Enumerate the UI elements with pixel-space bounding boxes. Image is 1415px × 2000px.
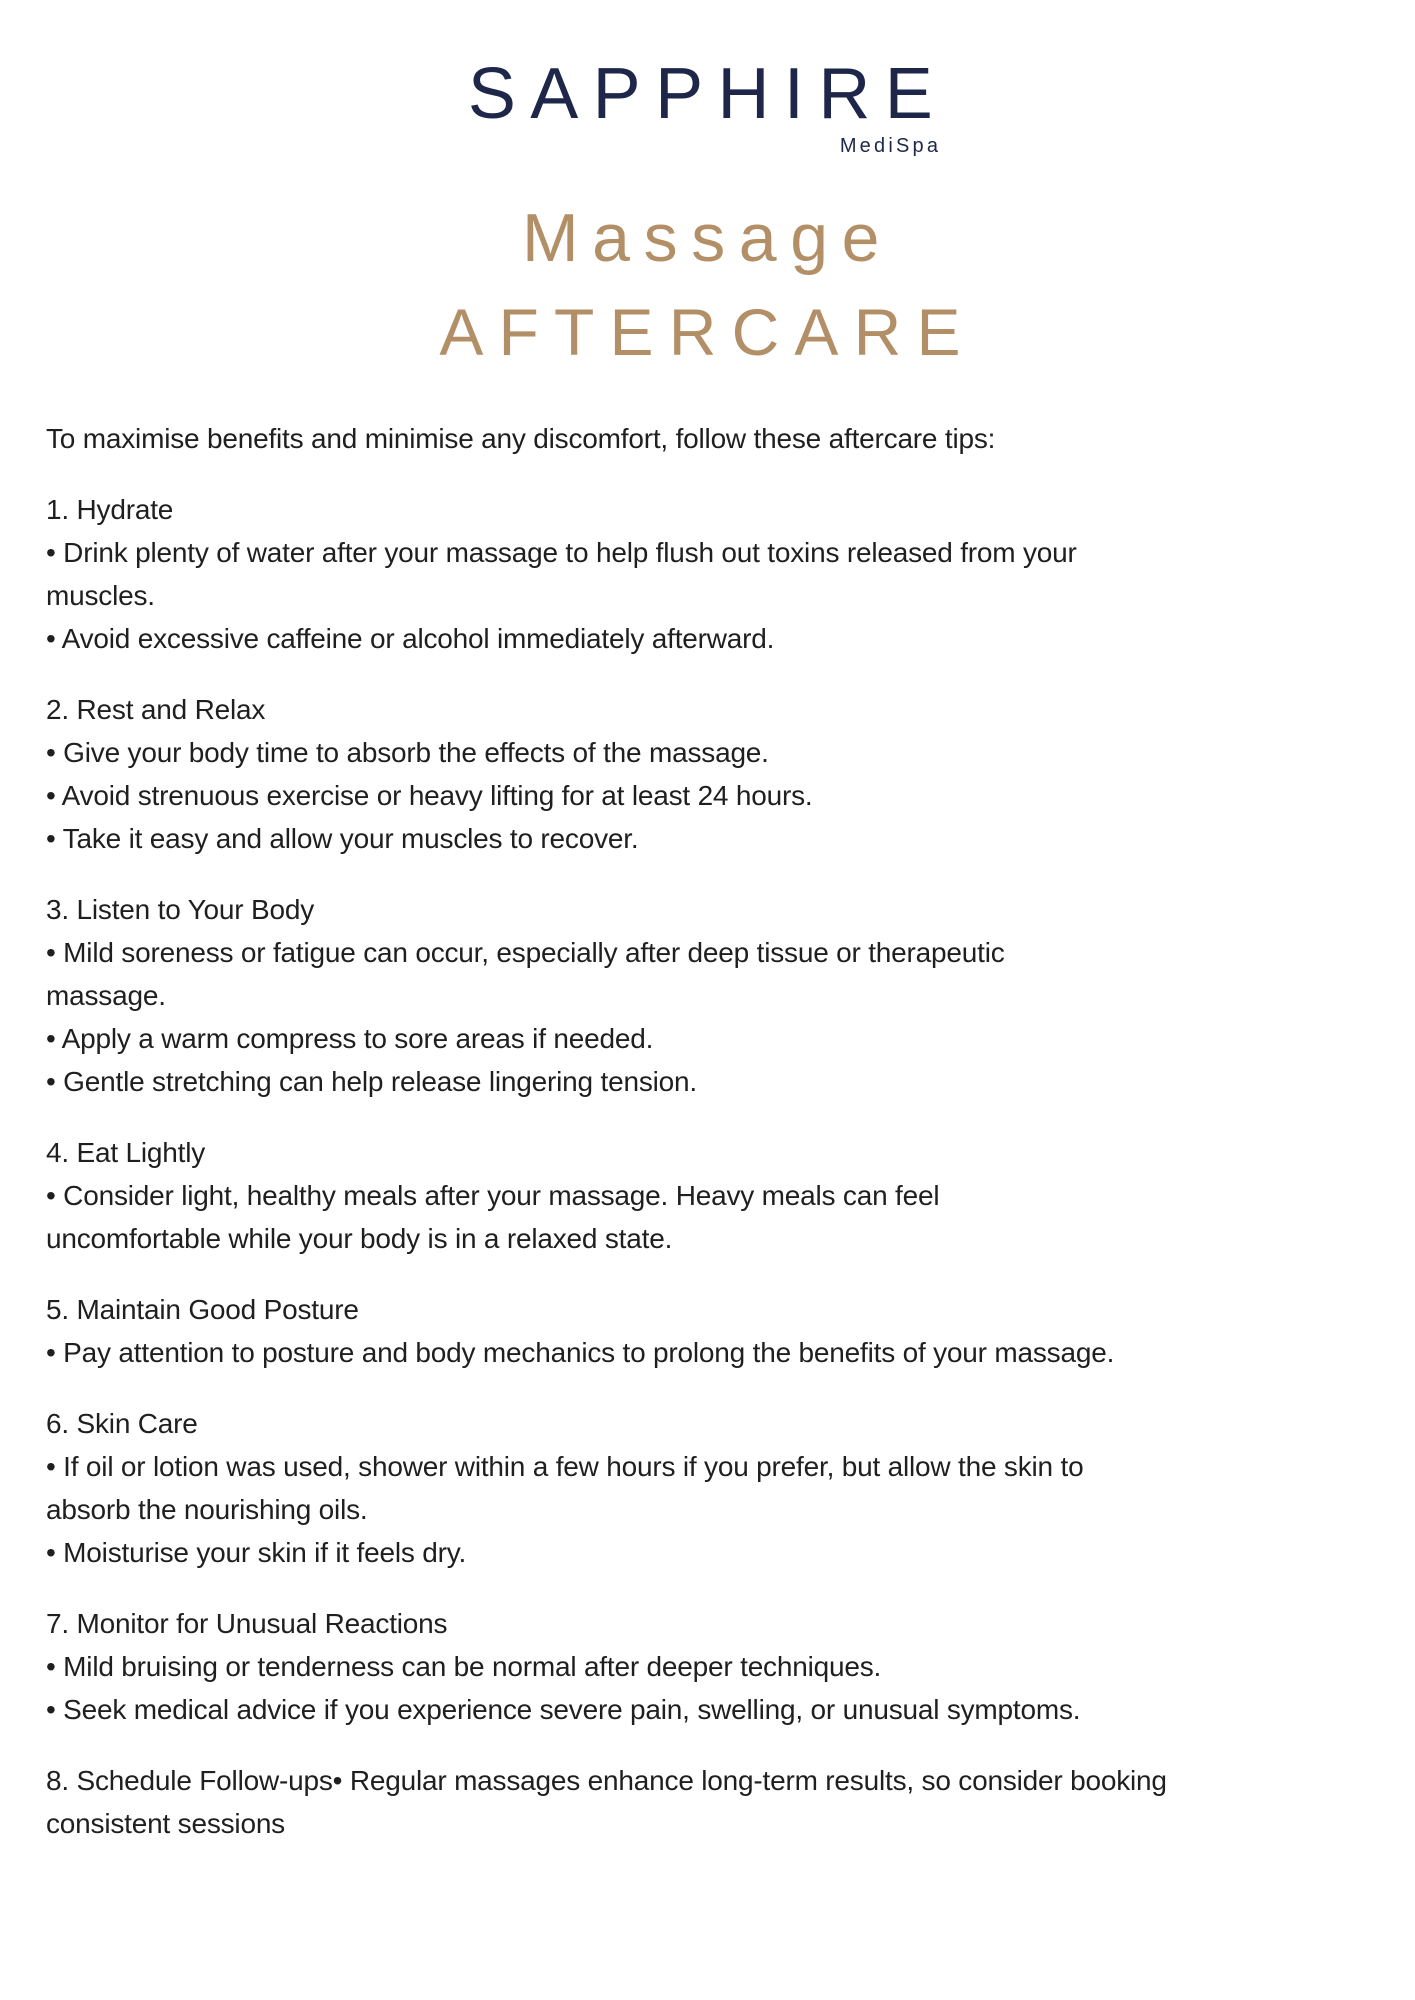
title-line-1: Massage — [521, 200, 894, 276]
brand-logo — [467, 54, 948, 158]
section-heading: 7. Monitor for Unusual Reactions — [46, 1608, 448, 1639]
body-line: • Consider light, healthy meals after your massage. Heavy meals can feel — [46, 1180, 940, 1211]
body-line: • Pay attention to posture and body mechanics to prolong the benefits of your massage. — [46, 1337, 1115, 1368]
section-heading: 4. Eat Lightly — [46, 1137, 206, 1168]
brand-name: SAPPHIRE — [467, 54, 948, 134]
brand-subtitle: MediSpa — [839, 135, 942, 157]
section-7 — [46, 1602, 1369, 1731]
body-line: massage. — [46, 980, 166, 1011]
section-5 — [46, 1288, 1369, 1374]
section-heading: 2. Rest and Relax — [46, 694, 266, 725]
title-line-2: AFTERCARE — [439, 295, 976, 369]
page-title — [0, 200, 1415, 369]
section-4 — [46, 1131, 1369, 1260]
body-line: • Avoid excessive caffeine or alcohol immediately afterward. — [46, 623, 775, 654]
body-line: • If oil or lotion was used, shower within a few hours if you prefer, but allow the skin to — [46, 1451, 1084, 1482]
sections-list — [46, 488, 1369, 1845]
document-header — [0, 0, 1415, 369]
body-line: • Gentle stretching can help release lingering tension. — [46, 1066, 697, 1097]
section-2 — [46, 688, 1369, 860]
section-heading: 3. Listen to Your Body — [46, 894, 315, 925]
document-body — [0, 417, 1415, 1845]
body-line: • Drink plenty of water after your massage to help flush out toxins released from your — [46, 537, 1077, 568]
section-8 — [46, 1759, 1369, 1845]
section-heading: 5. Maintain Good Posture — [46, 1294, 359, 1325]
section-3 — [46, 888, 1369, 1103]
section-1 — [46, 488, 1369, 660]
section-6 — [46, 1402, 1369, 1574]
body-line: 8. Schedule Follow-ups• Regular massages enhance long-term results, so consider booking — [46, 1765, 1167, 1796]
body-line: muscles. — [46, 580, 155, 611]
body-line: • Give your body time to absorb the effects of the massage. — [46, 737, 769, 768]
section-heading: 6. Skin Care — [46, 1408, 198, 1439]
body-line: • Moisturise your skin if it feels dry. — [46, 1537, 467, 1568]
body-line: uncomfortable while your body is in a relaxed state. — [46, 1223, 673, 1254]
body-line: • Mild soreness or fatigue can occur, especially after deep tissue or therapeutic — [46, 937, 1005, 968]
body-line: absorb the nourishing oils. — [46, 1494, 368, 1525]
body-line: • Mild bruising or tenderness can be normal after deeper techniques. — [46, 1651, 882, 1682]
body-line: • Seek medical advice if you experience severe pain, swelling, or unusual symptoms. — [46, 1694, 1081, 1725]
body-line: • Take it easy and allow your muscles to recover. — [46, 823, 639, 854]
body-line: • Apply a warm compress to sore areas if needed. — [46, 1023, 654, 1054]
section-heading: 1. Hydrate — [46, 494, 174, 525]
body-line: consistent sessions — [46, 1808, 285, 1839]
intro-text: To maximise benefits and minimise any discomfort, follow these aftercare tips: — [46, 423, 996, 454]
body-line: • Avoid strenuous exercise or heavy lifting for at least 24 hours. — [46, 780, 813, 811]
